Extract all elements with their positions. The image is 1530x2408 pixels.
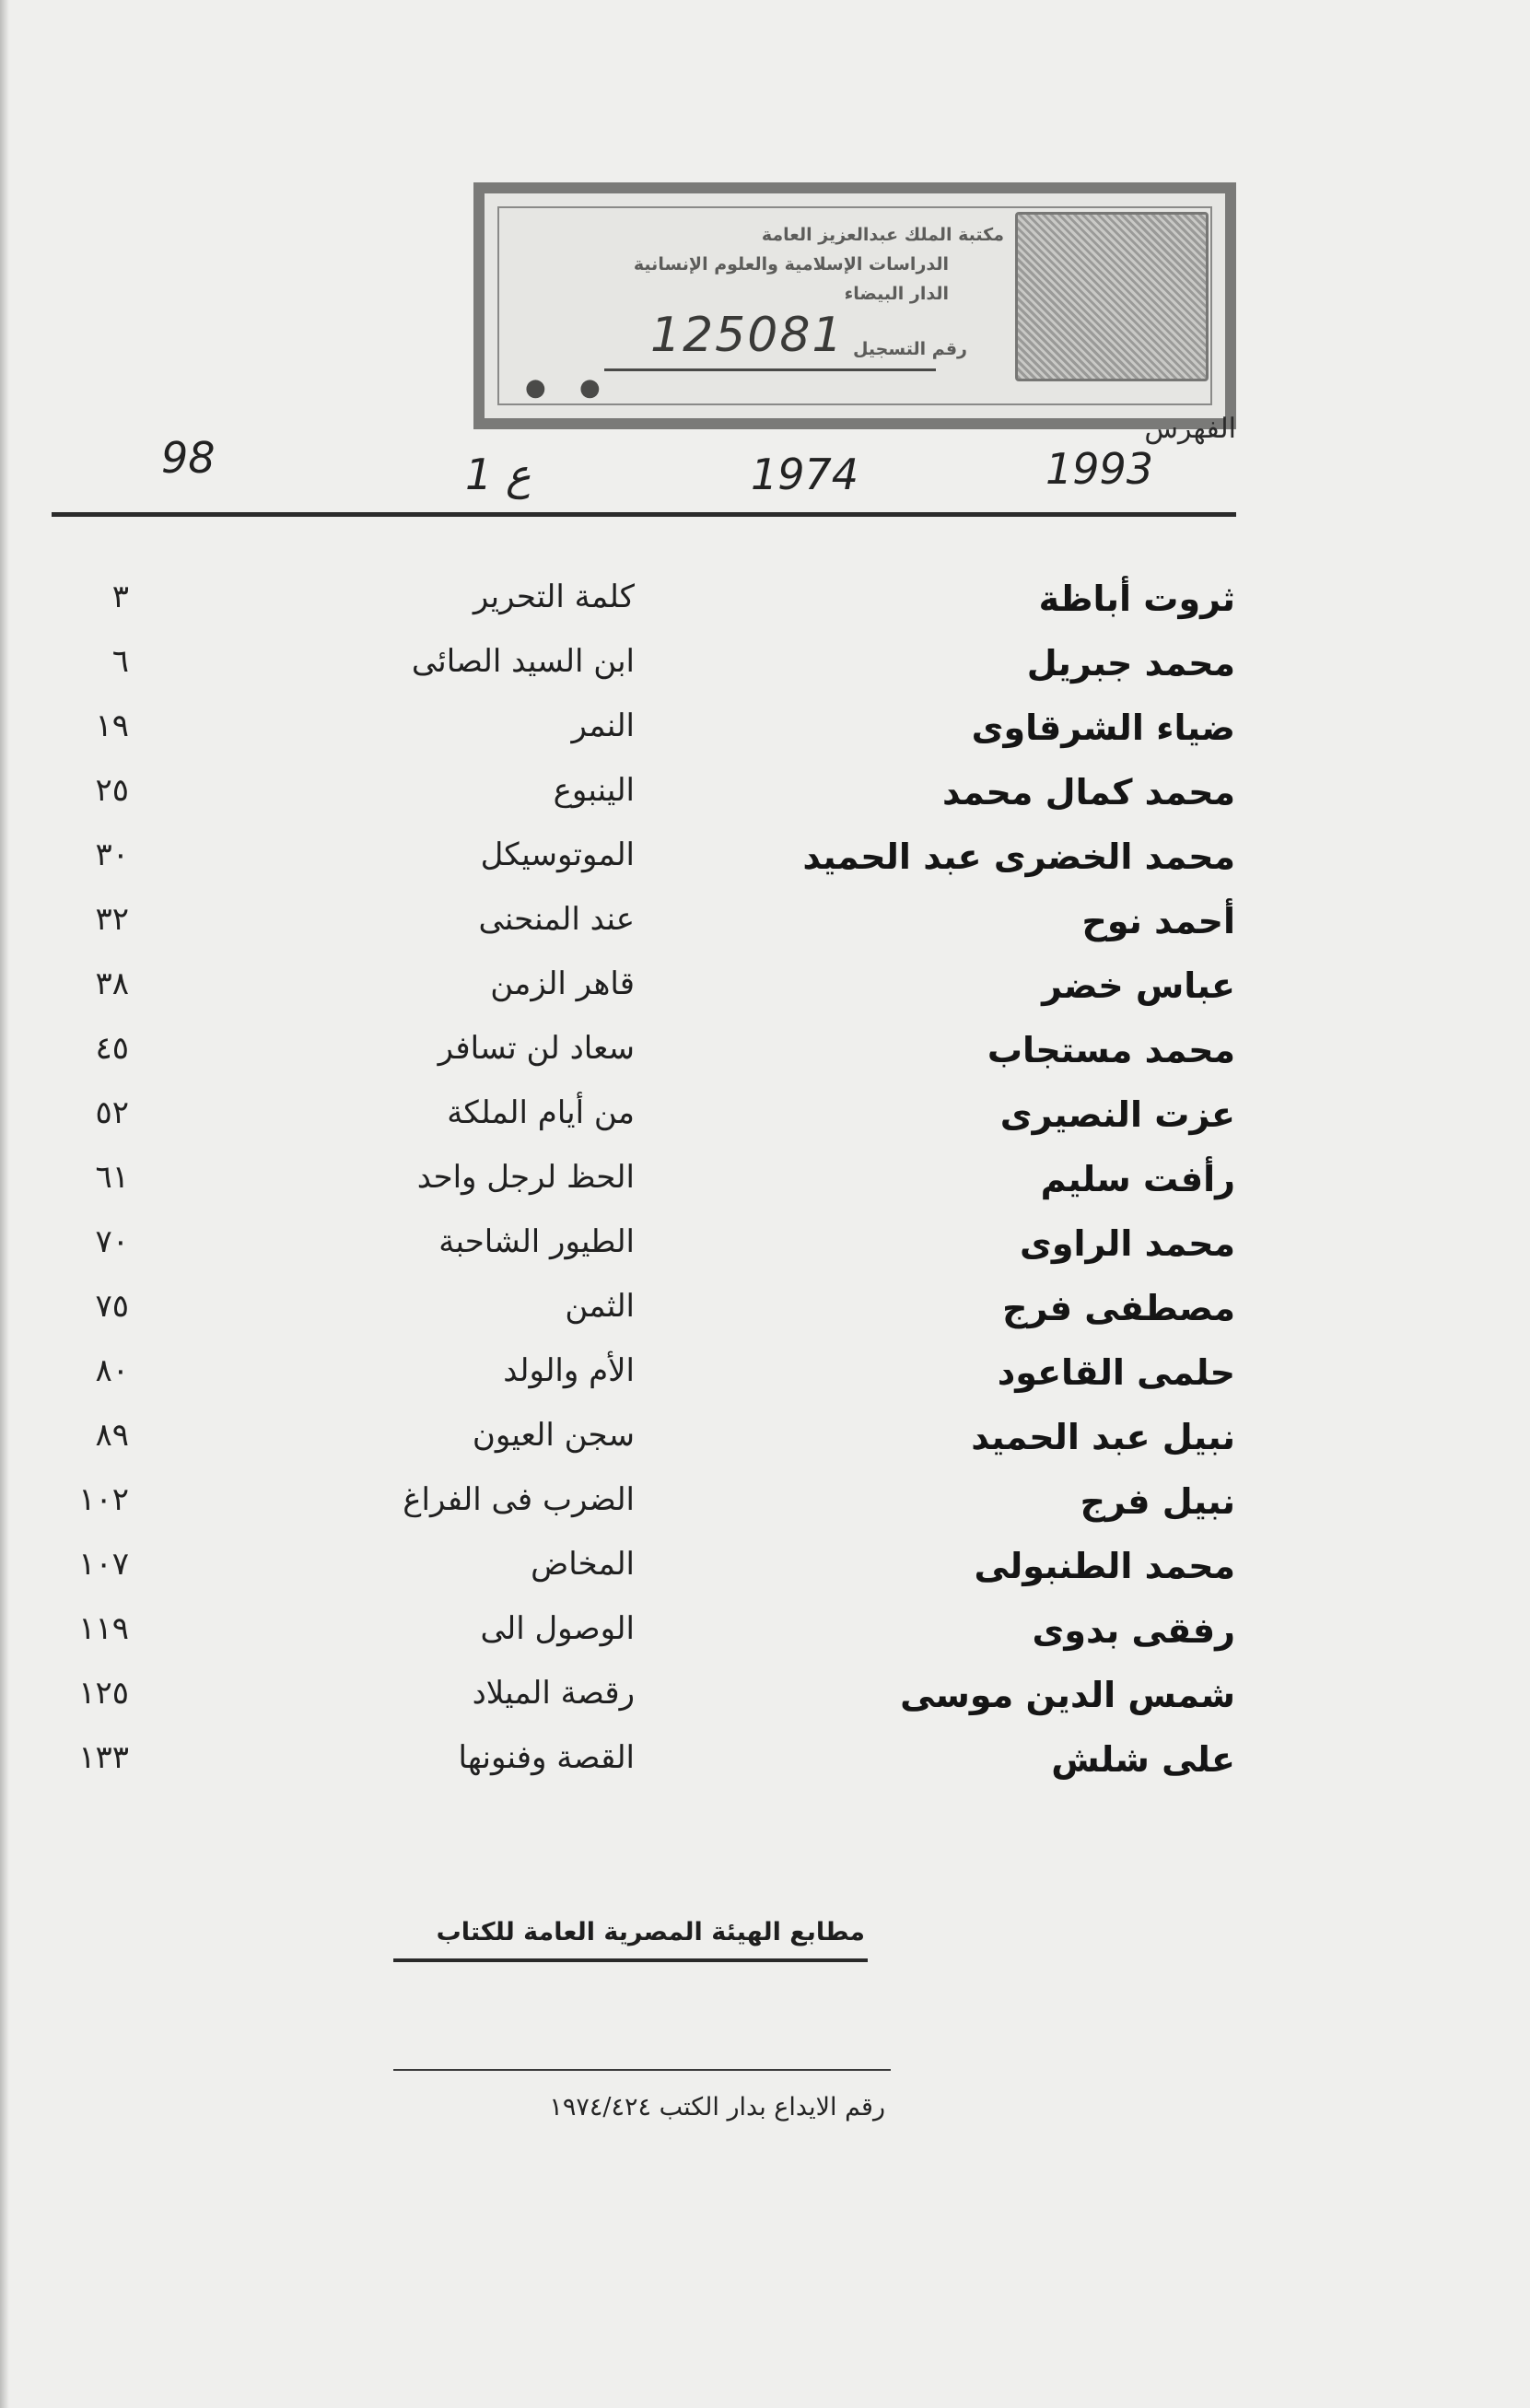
toc-author: محمد كمال محمد [942,772,1235,812]
toc-title: كلمة التحرير [473,579,635,615]
toc-title: من أيام الملكة [447,1094,635,1131]
toc-author: على شلش [1051,1739,1235,1780]
toc-title: الأم والولد [503,1352,635,1389]
toc-author: حلمى القاعود [997,1352,1235,1393]
toc-row [0,1288,1530,1352]
toc-row [0,707,1530,772]
toc-page-number: ٨٠ [95,1352,129,1389]
stamp-registration-label: رقم التسجيل [852,339,967,359]
stamp-dots: ● ● [525,374,613,402]
toc-author: عزت النصيرى [999,1094,1235,1135]
toc-author: أحمد نوح [1081,901,1235,941]
toc-row [0,1610,1530,1675]
toc-title: الضرب فى الفراغ [403,1481,635,1518]
toc-row [0,1739,1530,1804]
printer-name: مطابع الهيئة المصرية العامة للكتاب [436,1918,865,1946]
toc-page-number: ٣ [111,579,129,615]
toc-title: المخاض [531,1546,635,1583]
handwritten-mark-b: 1 ع [465,450,531,499]
toc-author: ضياء الشرقاوى [971,707,1235,748]
toc-title: الثمن [565,1288,635,1325]
toc-page-number: ٣٠ [95,836,129,873]
handwritten-year: 1974 [751,450,859,499]
toc-title: ابن السيد الصائى [411,643,635,680]
toc-row [0,1417,1530,1481]
toc-row [0,643,1530,707]
table-of-contents [0,579,1530,1804]
toc-row [0,772,1530,836]
handwritten-mark-a: 98 [161,433,216,483]
toc-page-number: ٥٢ [95,1094,129,1131]
toc-page-number: ٨٩ [95,1417,129,1454]
toc-title: رقصة الميلاد [472,1675,635,1712]
toc-row [0,1675,1530,1739]
toc-row [0,1094,1530,1159]
toc-author: نبيل عبد الحميد [971,1417,1235,1457]
toc-row [0,1481,1530,1546]
toc-title: قاهر الزمن [490,965,635,1002]
toc-author: محمد جبريل [1026,643,1235,684]
toc-author: رأفت سليم [1040,1159,1235,1199]
toc-row [0,1546,1530,1610]
toc-row [0,579,1530,643]
handwritten-year-acquired: 1993 [1045,444,1154,494]
stamp-underline [604,368,936,371]
toc-author: محمد الخضرى عبد الحميد [802,836,1235,877]
toc-page-number: ٦١ [95,1159,129,1196]
toc-page-number: ١٠٧ [78,1546,129,1583]
toc-page-number: ٣٢ [95,901,129,938]
toc-page-number: ١٠٢ [78,1481,129,1518]
stamp-line-city: الدار البيضاء [844,284,949,304]
toc-title: الينبوع [553,772,635,809]
toc-title: الوصول الى [480,1610,635,1647]
toc-page-number: ٣٨ [95,965,129,1002]
library-stamp [473,182,1236,429]
toc-page-number: ٧٠ [95,1223,129,1260]
toc-page-number: ١٣٣ [78,1739,129,1776]
stamp-line-library: مكتبة الملك عبدالعزيز العامة [761,225,1004,245]
toc-page-number: ٧٥ [95,1288,129,1325]
toc-row [0,901,1530,965]
toc-author: مصطفى فرج [1002,1288,1235,1328]
toc-author: محمد الطنبولى [974,1546,1235,1586]
toc-title: القصة وفنونها [458,1739,635,1776]
toc-author: محمد مستجاب [987,1030,1235,1070]
toc-row [0,1030,1530,1094]
toc-author: عباس خضر [1042,965,1235,1006]
toc-title: عند المنحنى [478,901,635,938]
toc-author: رفقى بدوى [1032,1610,1235,1651]
toc-page-number: ١٢٥ [78,1675,129,1712]
toc-author: ثروت أباظة [1038,579,1235,619]
toc-page-number: ١٩ [95,707,129,744]
deposit-number: رقم الايداع بدار الكتب ١٩٧٤/٤٢٤ [549,2093,885,2122]
stamp-emblem-icon [1015,212,1209,381]
deposit-rule [393,2069,891,2071]
toc-author: محمد الراوى [1020,1223,1235,1264]
stamp-line-department: الدراسات الإسلامية والعلوم الإنسانية [633,254,949,275]
toc-page-number: ٢٥ [95,772,129,809]
toc-row [0,1223,1530,1288]
toc-page-number: ١١٩ [78,1610,129,1647]
toc-row [0,836,1530,901]
stamp-registration-number: 125081 [650,308,845,363]
toc-title: النمر [571,707,635,744]
toc-page-number: ٦ [111,643,129,680]
toc-author: شمس الدين موسى [900,1675,1235,1715]
toc-row [0,965,1530,1030]
index-title: الفهرس [1144,413,1236,445]
toc-title: الحظ لرجل واحد [416,1159,635,1196]
toc-author: نبيل فرج [1080,1481,1235,1522]
toc-page-number: ٤٥ [95,1030,129,1067]
toc-title: الطيور الشاحبة [438,1223,635,1260]
toc-row [0,1159,1530,1223]
toc-title: سعاد لن تسافر [438,1030,635,1067]
title-divider [52,512,1236,517]
toc-title: سجن العيون [472,1417,635,1454]
printer-underline [393,1958,868,1962]
toc-row [0,1352,1530,1417]
toc-title: الموتوسيكل [480,836,635,873]
